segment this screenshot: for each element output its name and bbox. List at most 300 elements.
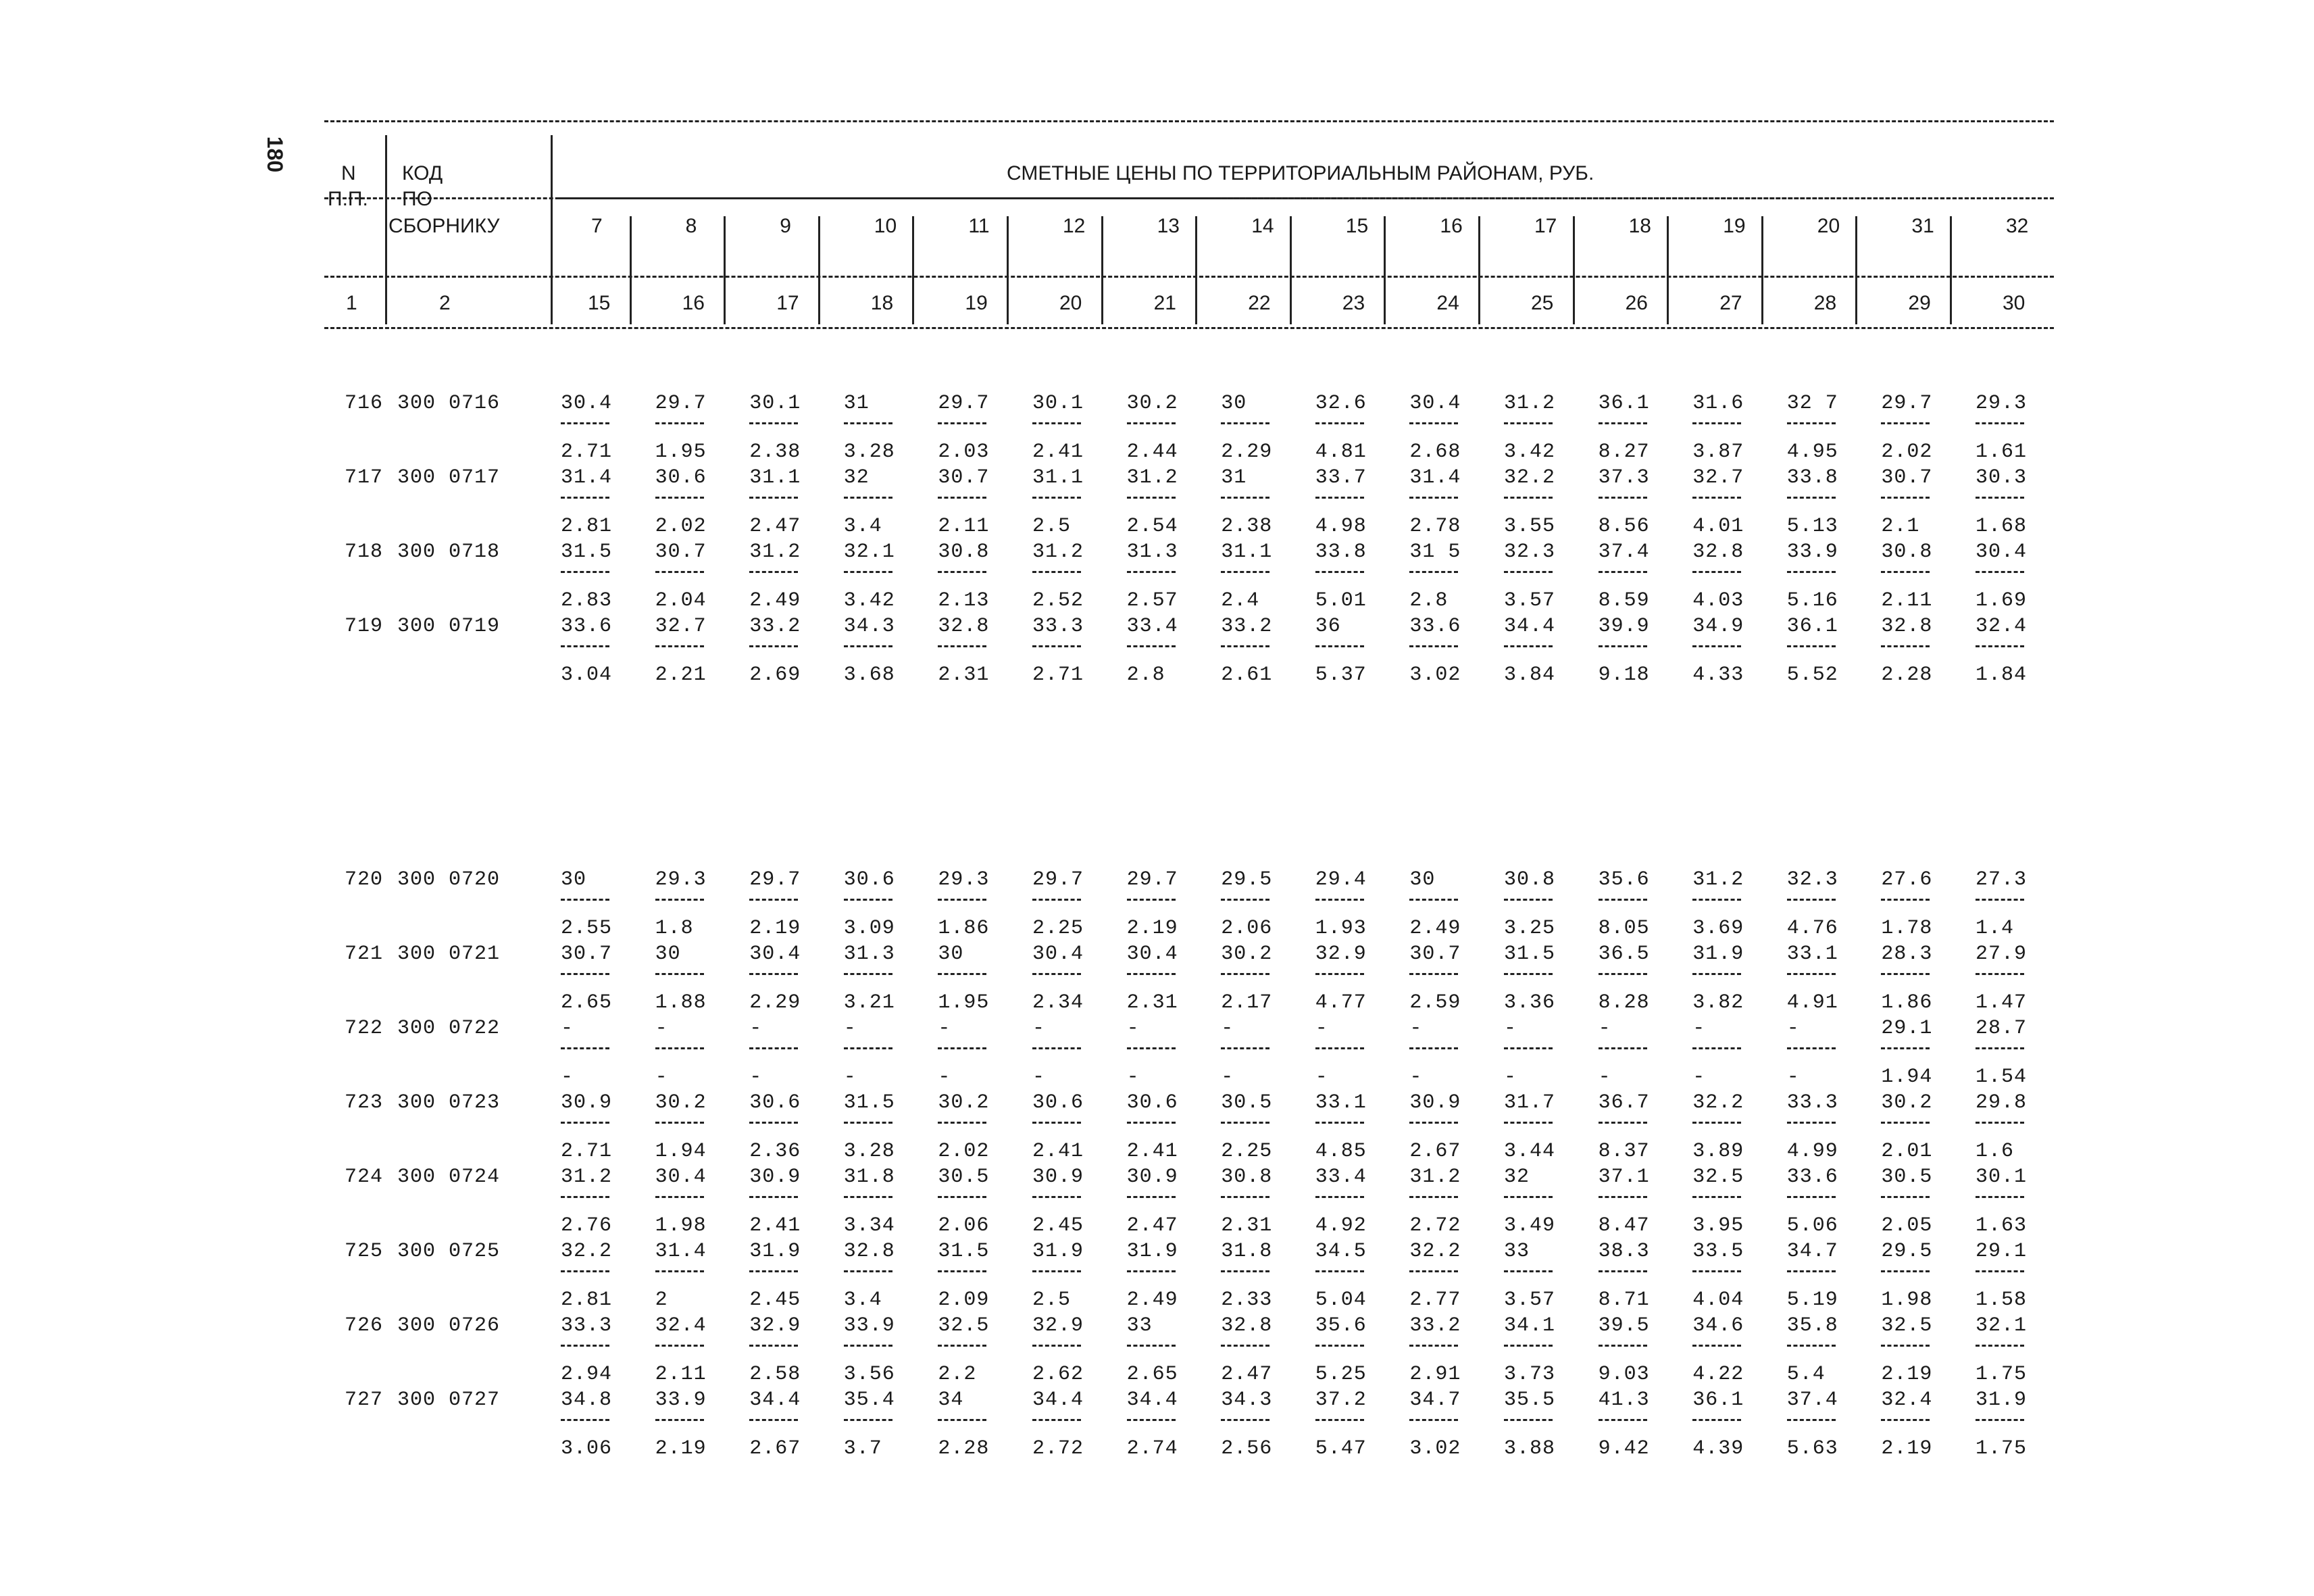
- value-top: 32.7: [1692, 466, 1744, 489]
- fraction-line: [561, 571, 609, 573]
- district-20: 20: [1817, 215, 1840, 237]
- fraction-line: [1976, 1196, 2024, 1198]
- value-top: 30.6: [655, 466, 707, 489]
- value-bottom: 3.68: [843, 664, 895, 687]
- fraction-line: [938, 1345, 986, 1347]
- value-top: 32 7: [1786, 392, 1838, 415]
- value-top: 34.3: [1221, 1389, 1273, 1412]
- value-top: 30.8: [938, 541, 990, 564]
- district-9: 9: [780, 215, 791, 237]
- value-bottom: 2.56: [1221, 1437, 1273, 1460]
- value-top: 31.9: [1976, 1389, 2028, 1412]
- value-top: 31.2: [1126, 466, 1178, 489]
- colnum-26: 26: [1625, 292, 1648, 314]
- fraction-line: [1976, 497, 2024, 499]
- fraction-line: [1881, 1270, 1930, 1272]
- title-rule: [557, 197, 2054, 199]
- fraction-line: [749, 645, 798, 647]
- colnum-2: 2: [439, 292, 451, 314]
- value-top: 32.8: [1221, 1314, 1273, 1337]
- block2-row-code: 300 0725: [397, 1240, 501, 1263]
- fraction-line: [655, 1196, 704, 1198]
- value-top: 38.3: [1598, 1240, 1650, 1263]
- value-top: 30.2: [938, 1091, 990, 1114]
- fraction-line: [749, 1345, 798, 1347]
- fraction-line: [1032, 571, 1081, 573]
- header-divider: [1290, 216, 1292, 324]
- value-top: 37.3: [1598, 466, 1650, 489]
- value-top: 30.6: [1032, 1091, 1084, 1114]
- value-bottom: 5.06: [1786, 1214, 1838, 1237]
- fraction-line: [1409, 571, 1458, 573]
- value-bottom: 2.69: [749, 664, 801, 687]
- fraction-line: [1599, 1270, 1647, 1272]
- value-bottom: 3.21: [843, 991, 895, 1014]
- value-top: -: [1692, 1017, 1706, 1040]
- value-top: 31.1: [1221, 541, 1273, 564]
- value-bottom: 2.58: [749, 1363, 801, 1386]
- fraction-line: [1881, 899, 1930, 901]
- fraction-line: [1221, 1122, 1269, 1124]
- value-bottom: 2.28: [1881, 664, 1933, 687]
- value-top: 33.9: [843, 1314, 895, 1337]
- value-bottom: 2.55: [561, 917, 613, 940]
- value-top: -: [1786, 1017, 1800, 1040]
- value-top: 36.1: [1692, 1389, 1744, 1412]
- fraction-line: [561, 422, 609, 424]
- value-bottom: 8.56: [1598, 515, 1650, 538]
- fraction-line: [1315, 497, 1364, 499]
- value-top: 33.6: [561, 615, 613, 638]
- fraction-line: [561, 1270, 609, 1272]
- fraction-line: [1127, 1047, 1176, 1049]
- fraction-line: [1315, 422, 1364, 424]
- header-divider: [630, 216, 632, 324]
- value-bottom: 2.54: [1126, 515, 1178, 538]
- fraction-line: [1315, 571, 1364, 573]
- fraction-line: [1409, 973, 1458, 975]
- fraction-line: [1504, 1047, 1553, 1049]
- value-bottom: 8.27: [1598, 441, 1650, 464]
- value-bottom: -: [843, 1066, 857, 1089]
- block2-row-n: 723: [345, 1091, 384, 1114]
- fraction-line: [1032, 422, 1081, 424]
- value-top: 36.7: [1598, 1091, 1650, 1114]
- fraction-line: [938, 899, 986, 901]
- fraction-line: [844, 1196, 892, 1198]
- value-top: 34.7: [1786, 1240, 1838, 1263]
- value-top: 30.7: [655, 541, 707, 564]
- value-top: 33.8: [1315, 541, 1367, 564]
- value-top: 30.6: [1126, 1091, 1178, 1114]
- fraction-line: [561, 1345, 609, 1347]
- value-top: 31.2: [1032, 541, 1084, 564]
- fraction-line: [1409, 645, 1458, 647]
- district-19: 19: [1723, 215, 1746, 237]
- value-top: 32.2: [1409, 1240, 1461, 1263]
- value-top: 31.2: [749, 541, 801, 564]
- fraction-line: [561, 1047, 609, 1049]
- value-bottom: 3.28: [843, 441, 895, 464]
- value-bottom: 4.76: [1786, 917, 1838, 940]
- fraction-line: [1032, 973, 1081, 975]
- value-top: 31.9: [1692, 943, 1744, 966]
- header-divider: [1950, 216, 1952, 324]
- fraction-line: [938, 645, 986, 647]
- value-bottom: -: [561, 1066, 574, 1089]
- value-bottom: 1.8: [655, 917, 694, 940]
- value-bottom: -: [938, 1066, 951, 1089]
- value-bottom: 2.5: [1032, 1289, 1072, 1312]
- district-17: 17: [1534, 215, 1557, 237]
- value-bottom: 3.28: [843, 1140, 895, 1163]
- fraction-line: [1599, 497, 1647, 499]
- header-divider: [551, 135, 553, 324]
- value-bottom: 2.47: [1126, 1214, 1178, 1237]
- value-top: 31.2: [1409, 1166, 1461, 1189]
- fraction-line: [1315, 645, 1364, 647]
- value-top: 30.2: [1221, 943, 1273, 966]
- value-top: 33.7: [1315, 466, 1367, 489]
- fraction-line: [1504, 1196, 1553, 1198]
- fraction-line: [1127, 899, 1176, 901]
- value-top: -: [749, 1017, 763, 1040]
- fraction-line: [1692, 1047, 1741, 1049]
- value-bottom: 3.4: [843, 515, 882, 538]
- fraction-line: [1881, 497, 1930, 499]
- value-top: 30: [1221, 392, 1247, 415]
- colnum-17: 17: [776, 292, 799, 314]
- fraction-line: [655, 645, 704, 647]
- fraction-line: [1599, 1047, 1647, 1049]
- fraction-line: [749, 1196, 798, 1198]
- fraction-line: [655, 1270, 704, 1272]
- value-top: 30.8: [1221, 1166, 1273, 1189]
- value-top: 31.2: [1504, 392, 1556, 415]
- fraction-line: [938, 1419, 986, 1421]
- value-bottom: 5.19: [1786, 1289, 1838, 1312]
- fraction-line: [1692, 899, 1741, 901]
- fraction-line: [844, 973, 892, 975]
- block2-row-n: 721: [345, 943, 384, 966]
- block1-row-n: 717: [345, 466, 384, 489]
- value-top: 32: [843, 466, 870, 489]
- colnum-19: 19: [965, 292, 988, 314]
- value-bottom: 2.94: [561, 1363, 613, 1386]
- value-bottom: 3.73: [1504, 1363, 1556, 1386]
- value-bottom: -: [1315, 1066, 1328, 1089]
- fraction-line: [1221, 1419, 1269, 1421]
- fraction-line: [1127, 1270, 1176, 1272]
- fraction-line: [1504, 1419, 1553, 1421]
- value-bottom: 2.41: [1032, 441, 1084, 464]
- fraction-line: [1599, 1419, 1647, 1421]
- value-bottom: 2.02: [938, 1140, 990, 1163]
- value-top: 32.2: [1692, 1091, 1744, 1114]
- value-bottom: 2.71: [1032, 664, 1084, 687]
- fraction-line: [1504, 571, 1553, 573]
- value-top: 29.3: [655, 868, 707, 891]
- value-bottom: 2.34: [1032, 991, 1084, 1014]
- fraction-line: [844, 1047, 892, 1049]
- fraction-line: [844, 1122, 892, 1124]
- value-bottom: 2.1: [1881, 515, 1920, 538]
- value-top: 29.7: [1881, 392, 1933, 415]
- value-bottom: 2.67: [1409, 1140, 1461, 1163]
- value-top: 32.8: [1692, 541, 1744, 564]
- value-top: 32.8: [938, 615, 990, 638]
- value-bottom: 2.06: [938, 1214, 990, 1237]
- value-top: 31.9: [749, 1240, 801, 1263]
- value-bottom: 2.25: [1032, 917, 1084, 940]
- value-top: 32.9: [1032, 1314, 1084, 1337]
- value-bottom: 2.38: [749, 441, 801, 464]
- fraction-line: [561, 899, 609, 901]
- value-bottom: 2.38: [1221, 515, 1273, 538]
- fraction-line: [1692, 645, 1741, 647]
- value-bottom: 1.69: [1976, 589, 2028, 612]
- fraction-line: [1315, 973, 1364, 975]
- fraction-line: [1315, 1345, 1364, 1347]
- fraction-line: [561, 973, 609, 975]
- value-top: 27.3: [1976, 868, 2028, 891]
- value-bottom: 2.29: [1221, 441, 1273, 464]
- value-bottom: 2.19: [1126, 917, 1178, 940]
- colnum-27: 27: [1719, 292, 1742, 314]
- value-top: 29.3: [938, 868, 990, 891]
- block2-row-code: 300 0723: [397, 1091, 501, 1114]
- colnum-29: 29: [1908, 292, 1931, 314]
- colnum-30: 30: [2003, 292, 2026, 314]
- value-bottom: 2.71: [561, 1140, 613, 1163]
- value-bottom: -: [1598, 1066, 1611, 1089]
- fraction-line: [655, 1047, 704, 1049]
- value-bottom: 1.95: [938, 991, 990, 1014]
- fraction-line: [1787, 899, 1836, 901]
- value-top: 32.5: [1881, 1314, 1933, 1337]
- fraction-line: [1599, 1196, 1647, 1198]
- value-top: 29.7: [938, 392, 990, 415]
- value-top: 31.9: [1032, 1240, 1084, 1263]
- value-bottom: 2.8: [1409, 589, 1449, 612]
- value-top: 36.1: [1786, 615, 1838, 638]
- value-bottom: 2.47: [749, 515, 801, 538]
- value-bottom: 2.81: [561, 515, 613, 538]
- value-top: 29.1: [1976, 1240, 2028, 1263]
- fraction-line: [1032, 1270, 1081, 1272]
- district-18: 18: [1628, 215, 1651, 237]
- value-top: 33.3: [561, 1314, 613, 1337]
- value-bottom: 4.92: [1315, 1214, 1367, 1237]
- value-top: 32.3: [1504, 541, 1556, 564]
- value-top: 39.5: [1598, 1314, 1650, 1337]
- value-top: 35.5: [1504, 1389, 1556, 1412]
- fraction-line: [1787, 973, 1836, 975]
- value-top: 33.1: [1786, 943, 1838, 966]
- value-top: 30.2: [1126, 392, 1178, 415]
- value-top: 30.8: [1504, 868, 1556, 891]
- value-top: 32.5: [938, 1314, 990, 1337]
- value-bottom: 1.98: [655, 1214, 707, 1237]
- value-bottom: 2.44: [1126, 441, 1178, 464]
- district-10: 10: [874, 215, 897, 237]
- value-bottom: 2.21: [655, 664, 707, 687]
- value-bottom: 4.91: [1786, 991, 1838, 1014]
- value-bottom: 2.4: [1221, 589, 1260, 612]
- fraction-line: [749, 422, 798, 424]
- value-top: 30.9: [1032, 1166, 1084, 1189]
- header-divider: [1007, 216, 1009, 324]
- fraction-line: [844, 422, 892, 424]
- value-bottom: 1.68: [1976, 515, 2028, 538]
- value-bottom: 2.45: [1032, 1214, 1084, 1237]
- value-top: 28.7: [1976, 1017, 2028, 1040]
- value-top: 29.5: [1881, 1240, 1933, 1263]
- value-bottom: -: [1504, 1066, 1517, 1089]
- value-bottom: 2.19: [655, 1437, 707, 1460]
- value-bottom: 2.83: [561, 589, 613, 612]
- value-top: 39.9: [1598, 615, 1650, 638]
- fraction-line: [844, 1270, 892, 1272]
- value-bottom: 3.88: [1504, 1437, 1556, 1460]
- value-bottom: 2.47: [1221, 1363, 1273, 1386]
- value-bottom: 2.36: [749, 1140, 801, 1163]
- fraction-line: [655, 1419, 704, 1421]
- value-top: 33.9: [655, 1389, 707, 1412]
- value-top: 30.7: [561, 943, 613, 966]
- fraction-line: [1221, 571, 1269, 573]
- block2-row-n: 722: [345, 1017, 384, 1040]
- value-bottom: 3.57: [1504, 1289, 1556, 1312]
- value-bottom: 1.75: [1976, 1363, 2028, 1386]
- value-top: 31.9: [1126, 1240, 1178, 1263]
- fraction-line: [1504, 973, 1553, 975]
- value-bottom: 3.82: [1692, 991, 1744, 1014]
- fraction-line: [1409, 899, 1458, 901]
- value-bottom: 2.02: [655, 515, 707, 538]
- fraction-line: [1599, 645, 1647, 647]
- block2-row-n: 725: [345, 1240, 384, 1263]
- value-bottom: 3.69: [1692, 917, 1744, 940]
- value-bottom: 3.57: [1504, 589, 1556, 612]
- value-top: 35.4: [843, 1389, 895, 1412]
- value-top: 29.8: [1976, 1091, 2028, 1114]
- value-top: -: [938, 1017, 951, 1040]
- fraction-line: [1127, 1419, 1176, 1421]
- value-bottom: 3.34: [843, 1214, 895, 1237]
- fraction-line: [1787, 1047, 1836, 1049]
- fraction-line: [1409, 1047, 1458, 1049]
- value-bottom: 3.36: [1504, 991, 1556, 1014]
- value-top: 30.4: [1976, 541, 2028, 564]
- value-bottom: 4.95: [1786, 441, 1838, 464]
- value-bottom: 2.11: [1881, 589, 1933, 612]
- value-bottom: 2.41: [1032, 1140, 1084, 1163]
- value-bottom: 2.62: [1032, 1363, 1084, 1386]
- value-bottom: 1.47: [1976, 991, 2028, 1014]
- fraction-line: [655, 1345, 704, 1347]
- value-top: 31.2: [1692, 868, 1744, 891]
- value-top: 32.8: [1881, 615, 1933, 638]
- value-top: 29.7: [655, 392, 707, 415]
- value-bottom: 2.11: [938, 515, 990, 538]
- value-top: 32.5: [1692, 1166, 1744, 1189]
- fraction-line: [1599, 1345, 1647, 1347]
- fraction-line: [1409, 1345, 1458, 1347]
- value-top: 33.3: [1032, 615, 1084, 638]
- fraction-line: [1787, 1270, 1836, 1272]
- value-top: 31.4: [1409, 466, 1461, 489]
- fraction-line: [1976, 571, 2024, 573]
- value-top: 30.9: [1126, 1166, 1178, 1189]
- value-bottom: 2.17: [1221, 991, 1273, 1014]
- value-bottom: 8.05: [1598, 917, 1650, 940]
- value-bottom: 4.85: [1315, 1140, 1367, 1163]
- value-bottom: 4.77: [1315, 991, 1367, 1014]
- value-top: -: [1221, 1017, 1234, 1040]
- block1-row-code: 300 0717: [397, 466, 501, 489]
- value-bottom: 1.78: [1881, 917, 1933, 940]
- fraction-line: [1127, 973, 1176, 975]
- value-top: 34.8: [561, 1389, 613, 1412]
- value-top: 36.5: [1598, 943, 1650, 966]
- value-bottom: 4.04: [1692, 1289, 1744, 1312]
- fraction-line: [1032, 1419, 1081, 1421]
- value-top: 34.3: [843, 615, 895, 638]
- value-bottom: 2.19: [749, 917, 801, 940]
- value-bottom: 3.55: [1504, 515, 1556, 538]
- value-bottom: 5.25: [1315, 1363, 1367, 1386]
- fraction-line: [1787, 1122, 1836, 1124]
- value-bottom: 1.94: [655, 1140, 707, 1163]
- value-bottom: -: [1221, 1066, 1234, 1089]
- block1-row-n: 718: [345, 541, 384, 564]
- value-bottom: 4.98: [1315, 515, 1367, 538]
- fraction-line: [1881, 571, 1930, 573]
- value-top: 30.4: [561, 392, 613, 415]
- value-bottom: 3.89: [1692, 1140, 1744, 1163]
- value-bottom: -: [1032, 1066, 1046, 1089]
- value-bottom: 2.41: [749, 1214, 801, 1237]
- header-divider: [1573, 216, 1575, 324]
- fraction-line: [749, 1122, 798, 1124]
- value-top: 34.7: [1409, 1389, 1461, 1412]
- fraction-line: [1976, 1345, 2024, 1347]
- fraction-line: [1032, 899, 1081, 901]
- header-divider: [1195, 216, 1197, 324]
- value-bottom: 5.04: [1315, 1289, 1367, 1312]
- value-top: 30.4: [749, 943, 801, 966]
- fraction-line: [1976, 1419, 2024, 1421]
- value-bottom: 2.49: [1126, 1289, 1178, 1312]
- fraction-line: [1221, 1196, 1269, 1198]
- fraction-line: [1127, 1196, 1176, 1198]
- value-top: 30.9: [749, 1166, 801, 1189]
- block2-row-n: 726: [345, 1314, 384, 1337]
- fraction-line: [1504, 1122, 1553, 1124]
- fraction-line: [1976, 1270, 2024, 1272]
- fraction-line: [1221, 1345, 1269, 1347]
- fraction-line: [561, 645, 609, 647]
- value-top: 33.8: [1786, 466, 1838, 489]
- block1-row-code: 300 0716: [397, 392, 501, 415]
- value-top: 41.3: [1598, 1389, 1650, 1412]
- fraction-line: [1032, 1345, 1081, 1347]
- value-bottom: -: [1786, 1066, 1800, 1089]
- value-top: 34.9: [1692, 615, 1744, 638]
- value-bottom: 2.49: [749, 589, 801, 612]
- fraction-line: [1599, 571, 1647, 573]
